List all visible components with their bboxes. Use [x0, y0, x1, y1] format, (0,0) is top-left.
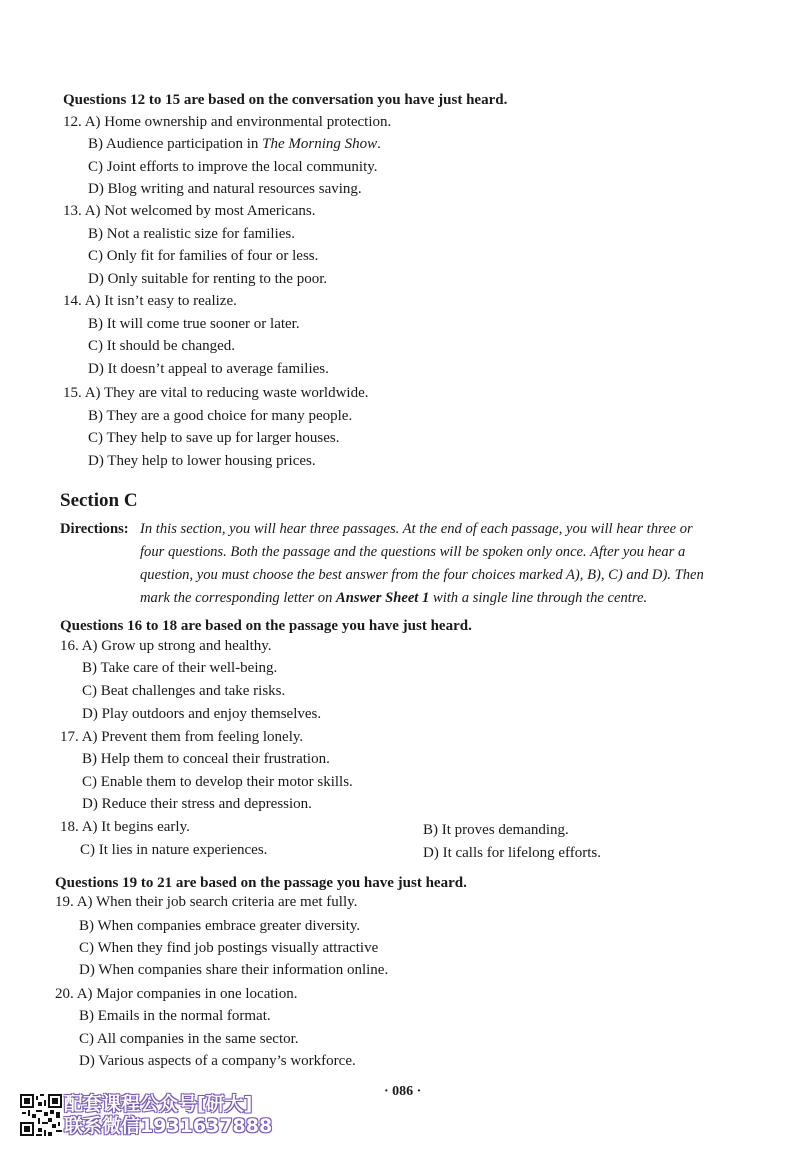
- q17-option-d: D) Reduce their stress and depression.: [82, 796, 312, 812]
- q20-number: 20.: [55, 986, 74, 1002]
- directions-line-2: four questions. Both the passage and the questions will be spoken only once. After you hear a: [140, 544, 686, 560]
- qr-code-icon: [20, 1094, 62, 1136]
- q20-option-c: C) All companies in the same sector.: [79, 1031, 299, 1047]
- q14-number: 14.: [63, 293, 82, 309]
- q13-option-b: B) Not a realistic size for families.: [88, 226, 296, 242]
- q18-number: 18.: [60, 819, 79, 835]
- q15-option-c: C) They help to save up for larger houses.: [88, 430, 340, 446]
- q18-option-d: D) It calls for lifelong efforts.: [423, 845, 602, 861]
- directions-label: Directions:: [60, 521, 129, 537]
- q19-number: 19.: [55, 894, 74, 910]
- q13-option-d: D) Only suitable for renting to the poor.: [88, 271, 328, 287]
- q18-option-a: 18. A) It begins early.: [60, 819, 190, 835]
- q20-option-b: B) Emails in the normal format.: [79, 1008, 271, 1024]
- q14-option-d: D) It doesn’t appeal to average families.: [88, 361, 329, 377]
- directions-line-4: mark the corresponding letter on Answer Sheet 1 with a single line through the centre.: [140, 590, 648, 606]
- q14-option-b: B) It will come true sooner or later.: [88, 316, 300, 332]
- q17-number: 17.: [60, 729, 79, 745]
- footer-line-1: 配套课程公众号[研大]: [64, 1093, 253, 1115]
- q17-option-a: 17. A) Prevent them from feeling lonely.: [60, 729, 304, 745]
- directions-line-3: question, you must choose the best answer from the four choices marked A), B), C) and D). Then: [140, 567, 704, 583]
- q16-option-d: D) Play outdoors and enjoy themselves.: [82, 706, 322, 722]
- q15-option-a: 15. A) They are vital to reducing waste worldwide.: [63, 385, 369, 401]
- q16-option-c: C) Beat challenges and take risks.: [82, 683, 286, 699]
- page-number: · 086 ·: [384, 1084, 422, 1099]
- q15-option-d: D) They help to lower housing prices.: [88, 453, 316, 469]
- q18-option-c: C) It lies in nature experiences.: [80, 842, 268, 858]
- q12-option-a: 12. A) Home ownership and environmental protection.: [63, 114, 392, 130]
- q19-option-d: D) When companies share their information online.: [79, 962, 389, 978]
- directions-line-1: In this section, you will hear three passages. At the end of each passage, you will hear three or: [140, 521, 693, 537]
- questions-19-21-header: Questions 19 to 21 are based on the passage you have just heard.: [55, 875, 467, 891]
- q12-option-d: D) Blog writing and natural resources saving.: [88, 181, 362, 197]
- q18-option-b: B) It proves demanding.: [423, 822, 569, 838]
- q19-option-b: B) When companies embrace greater diversity.: [79, 918, 361, 934]
- questions-16-18-header: Questions 16 to 18 are based on the passage you have just heard.: [60, 618, 472, 634]
- q16-option-b: B) Take care of their well-being.: [82, 660, 278, 676]
- q16-number: 16.: [60, 638, 79, 654]
- q19-option-a: 19. A) When their job search criteria are met fully.: [55, 894, 358, 910]
- q13-option-c: C) Only fit for families of four or less.: [88, 248, 319, 264]
- q16-option-a: 16. A) Grow up strong and healthy.: [60, 638, 272, 654]
- footer-watermark: [64, 1093, 272, 1137]
- q13-option-a: 13. A) Not welcomed by most Americans.: [63, 203, 316, 219]
- q15-option-b: B) They are a good choice for many people.: [88, 408, 353, 424]
- q12-option-c: C) Joint efforts to improve the local community.: [88, 159, 378, 175]
- q19-option-c: C) When they find job postings visually attractive: [79, 940, 379, 956]
- q12-number: 12.: [63, 114, 82, 130]
- footer-line-2: 联系微信1931637888: [64, 1115, 273, 1137]
- q13-number: 13.: [63, 203, 82, 219]
- q20-option-a: 20. A) Major companies in one location.: [55, 986, 298, 1002]
- questions-12-15-header: Questions 12 to 15 are based on the conversation you have just heard.: [63, 92, 508, 108]
- q20-option-d: D) Various aspects of a company’s workforce.: [79, 1053, 356, 1069]
- q14-option-a: 14. A) It isn’t easy to realize.: [63, 293, 237, 309]
- q12-option-b: B) Audience participation in The Morning Show.: [88, 136, 381, 152]
- section-c-title: Section C: [60, 490, 138, 511]
- q17-option-c: C) Enable them to develop their motor skills.: [82, 774, 353, 790]
- q14-option-c: C) It should be changed.: [88, 338, 236, 354]
- q15-number: 15.: [63, 385, 82, 401]
- q17-option-b: B) Help them to conceal their frustration.: [82, 751, 330, 767]
